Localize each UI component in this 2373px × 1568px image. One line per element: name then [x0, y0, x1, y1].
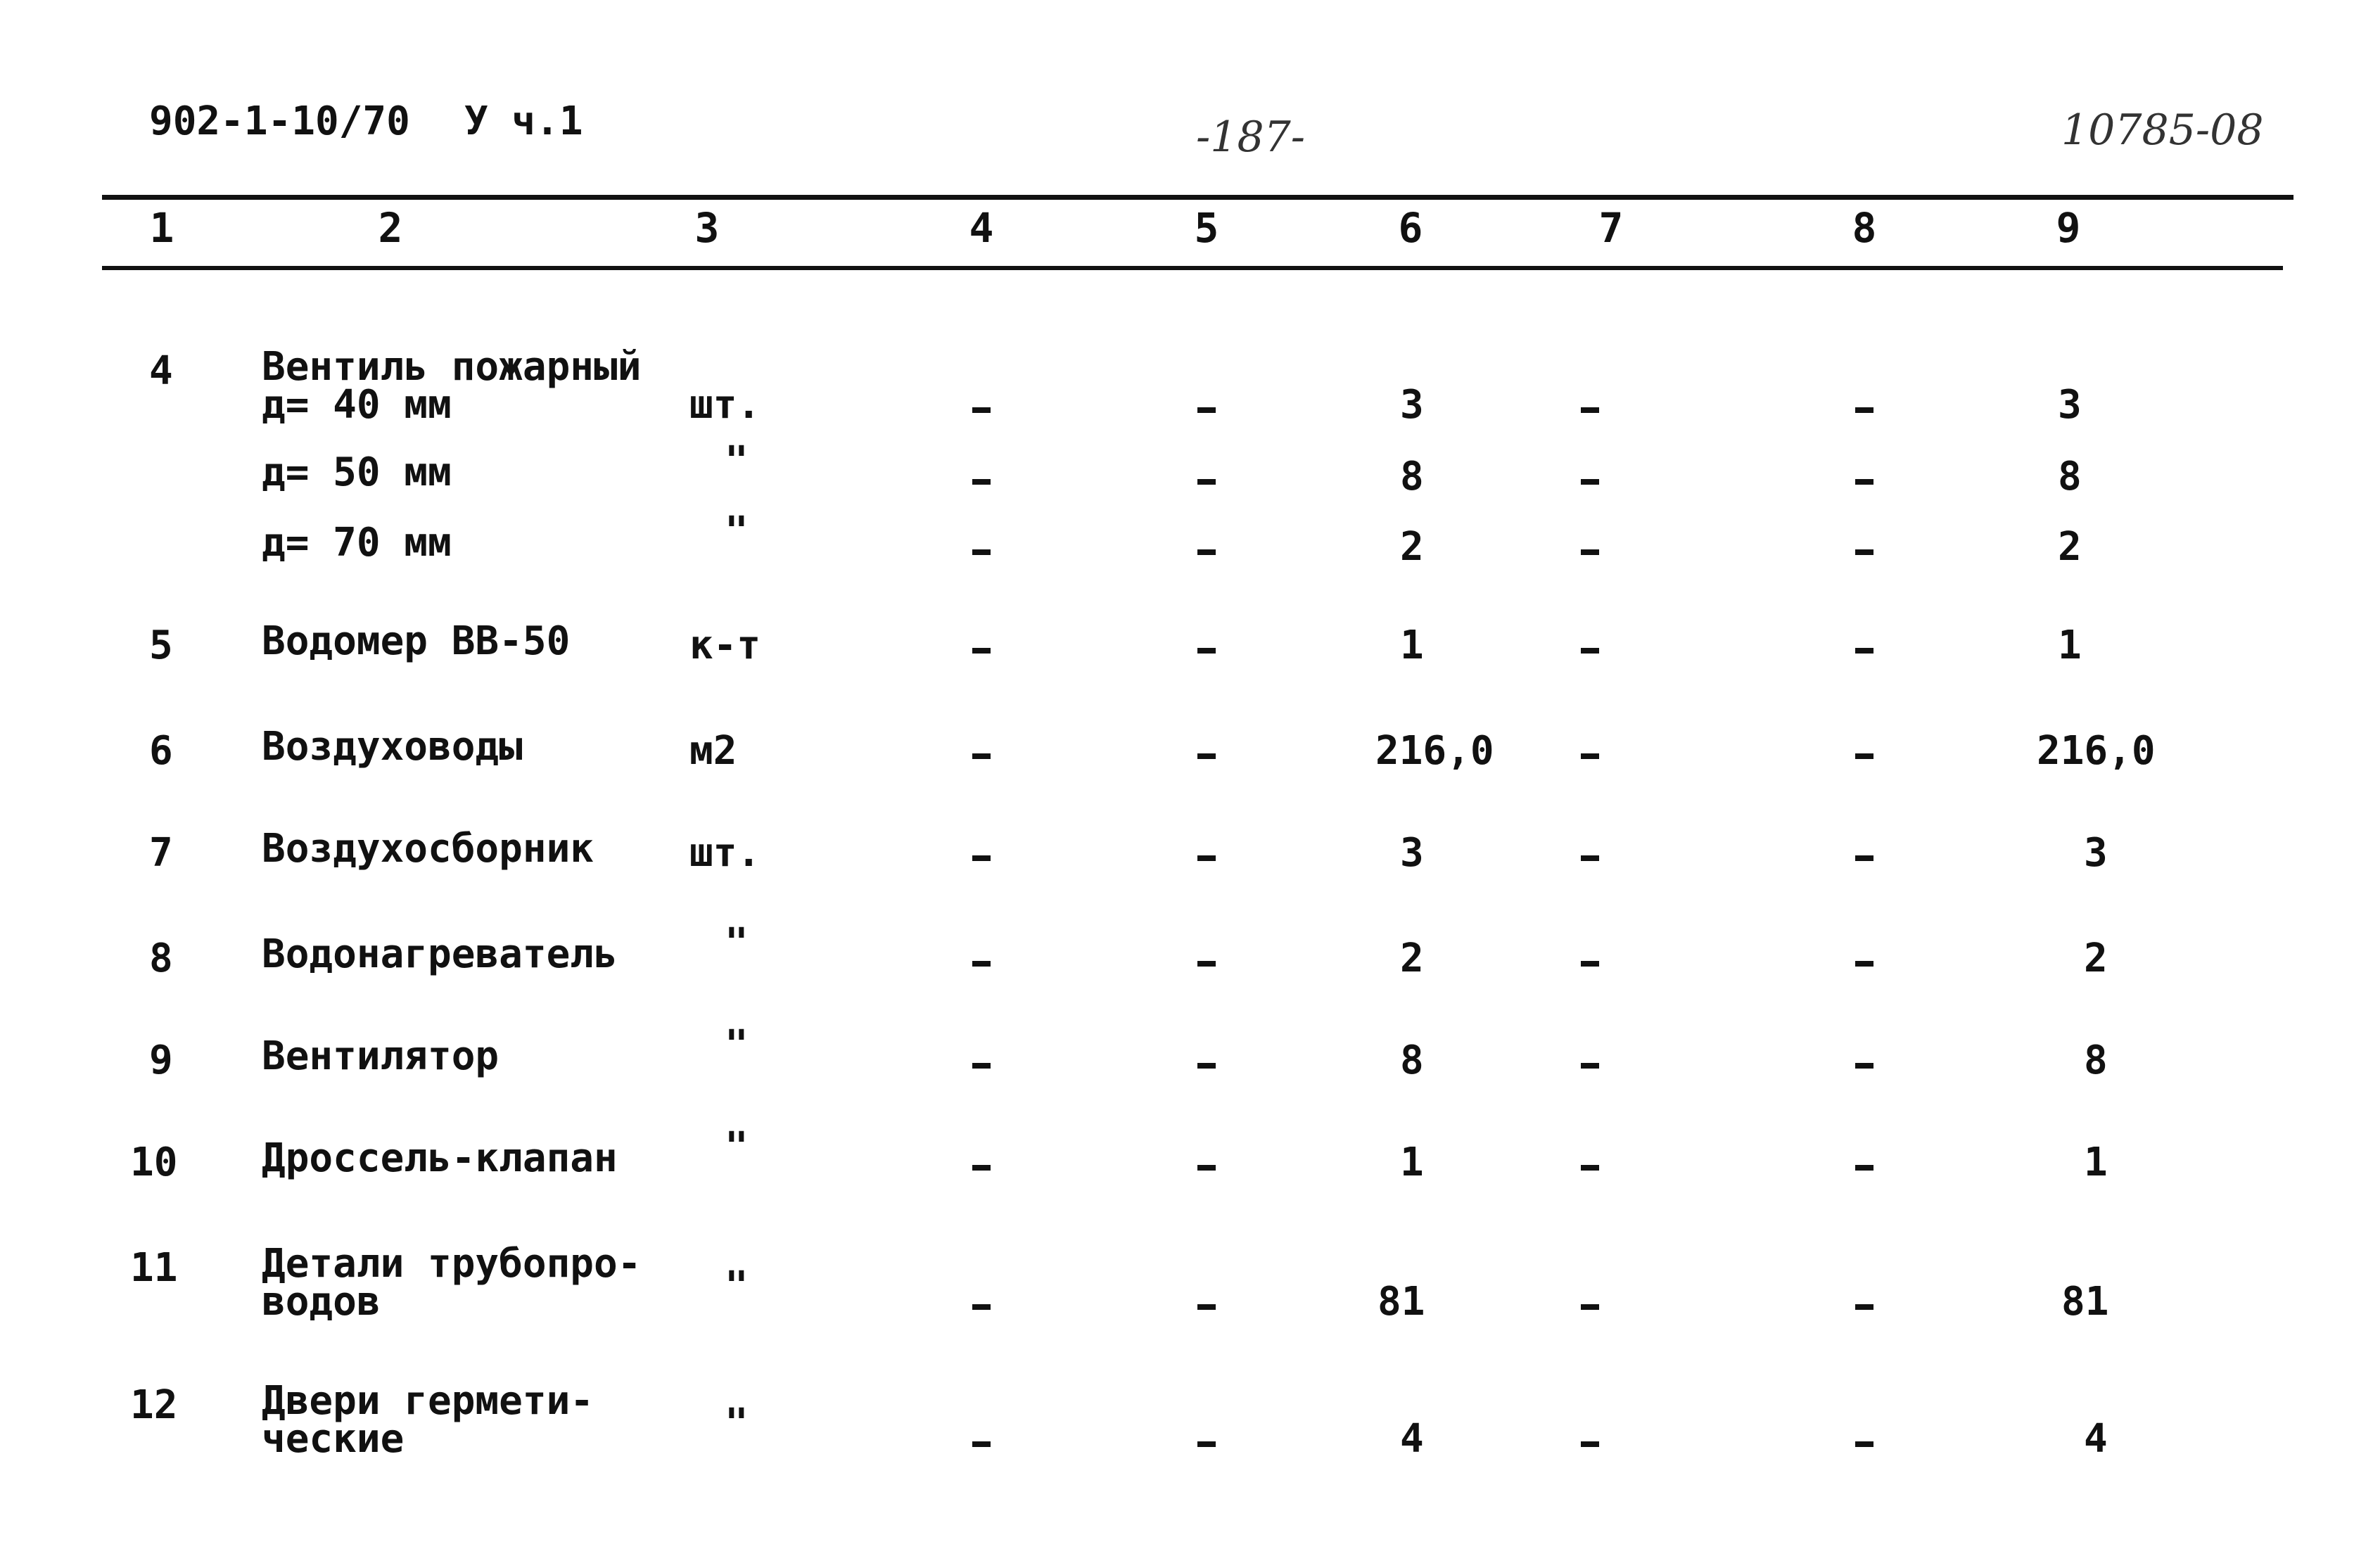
- empty-cell-dash: [972, 961, 991, 967]
- row-number: 10: [130, 1140, 178, 1185]
- empty-cell-dash: [972, 1165, 991, 1171]
- empty-cell-dash: [1855, 855, 1873, 861]
- empty-cell-dash: [1581, 753, 1599, 759]
- item-name-line: Дроссель-клапан: [262, 1135, 618, 1181]
- empty-cell-dash: [1197, 961, 1216, 967]
- value-col-9: 8: [2084, 1038, 2108, 1083]
- table-top-rule: [102, 195, 2294, 200]
- empty-cell-dash: [972, 1304, 991, 1310]
- item-name-line: ческие: [262, 1416, 405, 1462]
- row-number: 9: [149, 1038, 173, 1083]
- value-col-6: 2: [1400, 524, 1424, 570]
- value-col-9: 4: [2084, 1416, 2108, 1462]
- empty-cell-dash: [972, 855, 991, 861]
- empty-cell-dash: [972, 407, 991, 413]
- item-name: [262, 1378, 594, 1462]
- item-name-line: Воздухосборник: [262, 826, 594, 872]
- item-name-line: д= 40 мм: [262, 382, 452, 428]
- value-col-9: 8: [2058, 454, 2082, 499]
- unit: ": [725, 920, 749, 966]
- table-header-rule: [102, 266, 2283, 270]
- value-col-9: 1: [2084, 1140, 2108, 1185]
- empty-cell-dash: [1855, 1165, 1873, 1171]
- value-col-9: 216,0: [2037, 728, 2156, 774]
- empty-cell-dash: [1855, 1063, 1873, 1069]
- value-col-9: 2: [2084, 936, 2108, 981]
- empty-cell-dash: [1855, 407, 1873, 413]
- item-name-line: Вентилятор: [262, 1033, 500, 1079]
- value-col-6: 216,0: [1375, 728, 1494, 774]
- value-col-6: 1: [1400, 623, 1424, 668]
- empty-cell-dash: [1197, 1063, 1216, 1069]
- value-col-9: 2: [2058, 524, 2082, 570]
- unit: ": [725, 1124, 749, 1170]
- item-name: [262, 931, 618, 977]
- value-col-6: 8: [1400, 454, 1424, 499]
- row-number: 12: [130, 1382, 178, 1428]
- document-code: 902-1-10/70: [149, 98, 410, 144]
- empty-cell-dash: [1197, 1165, 1216, 1171]
- value-col-6: 1: [1400, 1140, 1424, 1185]
- item-name-line: Двери гермети-: [262, 1378, 594, 1424]
- empty-cell-dash: [1197, 479, 1216, 485]
- unit: ": [725, 509, 749, 554]
- empty-cell-dash: [1197, 648, 1216, 654]
- item-name: [262, 344, 642, 428]
- value-col-6: 2: [1400, 936, 1424, 981]
- item-name: [262, 618, 571, 664]
- empty-cell-dash: [1197, 407, 1216, 413]
- empty-cell-dash: [972, 479, 991, 485]
- unit: ": [725, 1022, 749, 1068]
- empty-cell-dash: [1581, 855, 1599, 861]
- column-number-5: 5: [1194, 204, 1219, 252]
- empty-cell-dash: [972, 1063, 991, 1069]
- value-col-9: 1: [2058, 623, 2082, 668]
- column-number-9: 9: [2056, 204, 2081, 252]
- row-number: 4: [149, 348, 173, 394]
- empty-cell-dash: [1581, 648, 1599, 654]
- empty-cell-dash: [1197, 1304, 1216, 1310]
- item-name-line: Вентиль пожарный: [262, 344, 642, 390]
- empty-cell-dash: [1197, 549, 1216, 555]
- value-col-9: 3: [2058, 382, 2082, 428]
- empty-cell-dash: [1581, 1304, 1599, 1310]
- unit: шт.: [689, 830, 761, 876]
- column-number-4: 4: [969, 204, 994, 252]
- value-col-6: 3: [1400, 382, 1424, 428]
- empty-cell-dash: [1581, 407, 1599, 413]
- row-number: 8: [149, 936, 173, 981]
- row-number: 7: [149, 830, 173, 876]
- row-number: 11: [130, 1245, 178, 1291]
- item-name: [262, 826, 594, 872]
- empty-cell-dash: [1197, 753, 1216, 759]
- item-name: [262, 520, 452, 566]
- empty-cell-dash: [1581, 1165, 1599, 1171]
- item-name-line: Детали трубопро-: [262, 1241, 642, 1287]
- archive-number: 10785-08: [2061, 106, 2264, 155]
- empty-cell-dash: [1855, 1304, 1873, 1310]
- unit: шт.: [689, 382, 761, 428]
- value-col-6: 4: [1400, 1416, 1424, 1462]
- empty-cell-dash: [1855, 648, 1873, 654]
- item-name: [262, 1135, 618, 1181]
- column-number-6: 6: [1398, 204, 1423, 252]
- unit: к-т: [689, 623, 761, 668]
- unit: ": [725, 1263, 749, 1309]
- item-name: [262, 1033, 500, 1079]
- value-col-6: 8: [1400, 1038, 1424, 1083]
- empty-cell-dash: [1581, 1063, 1599, 1069]
- unit: ": [725, 438, 749, 484]
- empty-cell-dash: [1197, 1441, 1216, 1447]
- row-number: 5: [149, 623, 173, 668]
- column-number-1: 1: [149, 204, 174, 252]
- column-number-7: 7: [1598, 204, 1624, 252]
- unit: ": [725, 1401, 749, 1446]
- column-number-8: 8: [1852, 204, 1877, 252]
- value-col-6: 81: [1378, 1279, 1425, 1325]
- empty-cell-dash: [1855, 549, 1873, 555]
- empty-cell-dash: [1581, 1441, 1599, 1447]
- unit: м2: [689, 728, 737, 774]
- value-col-9: 81: [2061, 1279, 2109, 1325]
- empty-cell-dash: [1855, 1441, 1873, 1447]
- item-name-line: водов: [262, 1279, 381, 1325]
- value-col-9: 3: [2084, 830, 2108, 876]
- empty-cell-dash: [972, 753, 991, 759]
- empty-cell-dash: [1581, 479, 1599, 485]
- item-name: [262, 450, 452, 495]
- empty-cell-dash: [1581, 549, 1599, 555]
- empty-cell-dash: [972, 648, 991, 654]
- item-name-line: Воздуховоды: [262, 724, 523, 770]
- empty-cell-dash: [1855, 961, 1873, 967]
- empty-cell-dash: [1855, 479, 1873, 485]
- empty-cell-dash: [972, 549, 991, 555]
- item-name-line: Водонагреватель: [262, 931, 618, 977]
- empty-cell-dash: [1855, 753, 1873, 759]
- empty-cell-dash: [1197, 855, 1216, 861]
- item-name: [262, 724, 523, 770]
- row-number: 6: [149, 728, 173, 774]
- section-label: У ч.1: [464, 98, 583, 144]
- item-name-line: д= 50 мм: [262, 450, 452, 495]
- value-col-6: 3: [1400, 830, 1424, 876]
- column-number-3: 3: [694, 204, 720, 252]
- item-name-line: Водомер ВВ-50: [262, 618, 571, 664]
- empty-cell-dash: [972, 1441, 991, 1447]
- column-number-2: 2: [378, 204, 403, 252]
- page-number: -187-: [1196, 113, 1306, 162]
- empty-cell-dash: [1581, 961, 1599, 967]
- item-name-line: д= 70 мм: [262, 520, 452, 566]
- item-name: [262, 1241, 642, 1325]
